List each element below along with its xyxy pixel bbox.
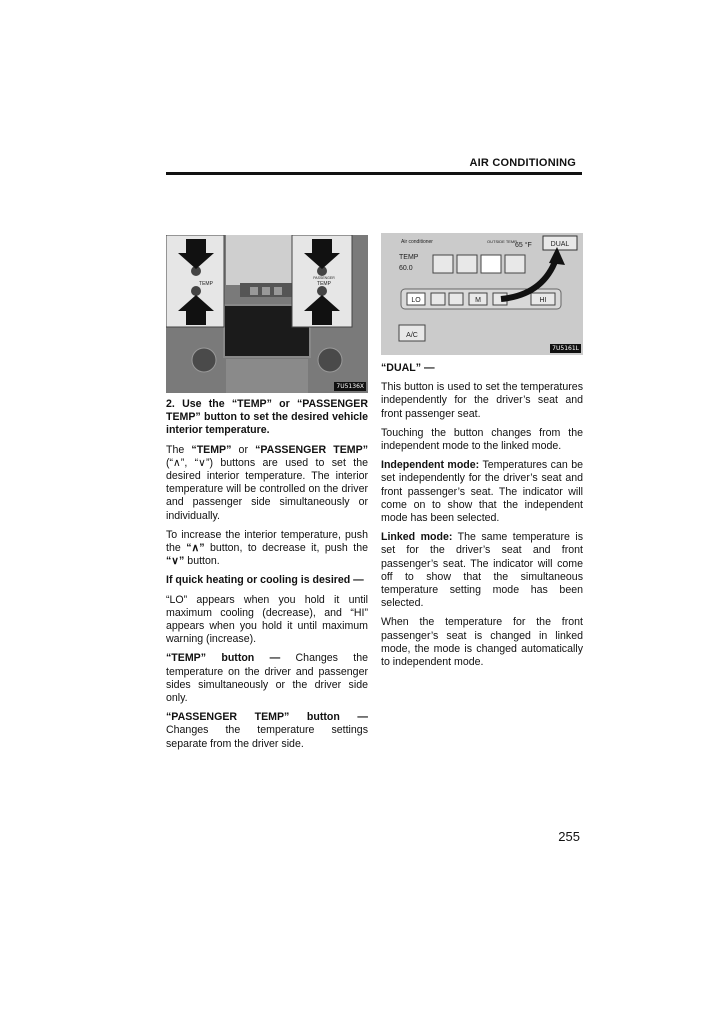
dual-button-label: DUAL — [550, 241, 570, 248]
dashboard-figure — [166, 235, 368, 393]
touchscreen-illustration — [381, 233, 583, 355]
fan-hi-label: HI — [539, 297, 547, 304]
dashboard-illustration — [166, 235, 368, 393]
dual-paragraph-1: This button is used to set the temperatures independently for the driver’s seat and front passenger seat. — [381, 381, 583, 420]
air-conditioner-label: Air conditioner — [401, 239, 433, 245]
fan-m-label: M — [475, 297, 481, 304]
dual-paragraph-2: Touching the button changes from the independent mode to the linked mode. — [381, 426, 583, 453]
left-column — [166, 398, 368, 757]
temp-buttons-paragraph: The “TEMP” or “PASSENGER TEMP” (“∧”, “∨”) buttons are used to set the desired interior temperature. The interior temperature will be controlled on the driver and passenger side simultaneously or individually. — [166, 443, 368, 522]
fan-lo-label: LO — [411, 297, 421, 304]
header-title: AIR CONDITIONING — [469, 157, 576, 169]
ac-button-label: A/C — [406, 332, 418, 339]
touchscreen-figure — [381, 233, 583, 355]
temp-button-paragraph: “TEMP” button — Changes the temperature on the driver and passenger sides simultaneously or the driver side only. — [166, 652, 368, 705]
passenger-button-paragraph: “PASSENGER TEMP” button — Changes the temperature settings separate from the driver side. — [166, 711, 368, 750]
figure-code-left: 7U5136X — [336, 383, 364, 390]
increase-decrease-paragraph: To increase the interior temperature, push the “∧” button, to decrease it, push the “∨” button. — [166, 528, 368, 568]
linked-mode-paragraph: Linked mode: The same temperature is set for the driver’s seat and front passenger’s seat. The indicator will come off to show that the simultaneous temperature setting mode has been selected. — [381, 531, 583, 610]
header-rule — [166, 172, 582, 175]
figure-code-right: 7U5161L — [552, 345, 579, 352]
outside-temp-value: 65 °F — [515, 242, 532, 249]
step-heading: 2. Use the “TEMP” or “PASSENGER TEMP” button to set the desired vehicle interior temperature. — [166, 398, 368, 437]
right-column — [381, 362, 583, 675]
final-paragraph: When the temperature for the front passenger’s seat is changed in linked mode, the mode is changed automatically to independent mode. — [381, 616, 583, 669]
temp-label: TEMP — [399, 254, 419, 261]
passenger-temp-label: TEMP — [317, 281, 331, 287]
dual-heading: “DUAL” — — [381, 362, 435, 374]
quick-paragraph: “LO” appears when you hold it until maximum cooling (decrease), and “HI” appears when you hold it until maximum warning (increase). — [166, 593, 368, 646]
page-number: 255 — [558, 829, 580, 844]
temp-value: 60.0 — [399, 265, 413, 272]
quick-heading: If quick heating or cooling is desired — — [166, 574, 364, 587]
outside-temp-label: OUTSIDE TEMP — [487, 239, 517, 244]
passenger-label-top: PASSENGER — [313, 276, 335, 280]
temp-button-label: TEMP — [199, 281, 213, 287]
independent-mode-paragraph: Independent mode: Temperatures can be set independently for the driver’s seat and front passenger’s seat. The indicator will come on to show that the independent mode has been selected. — [381, 459, 583, 525]
